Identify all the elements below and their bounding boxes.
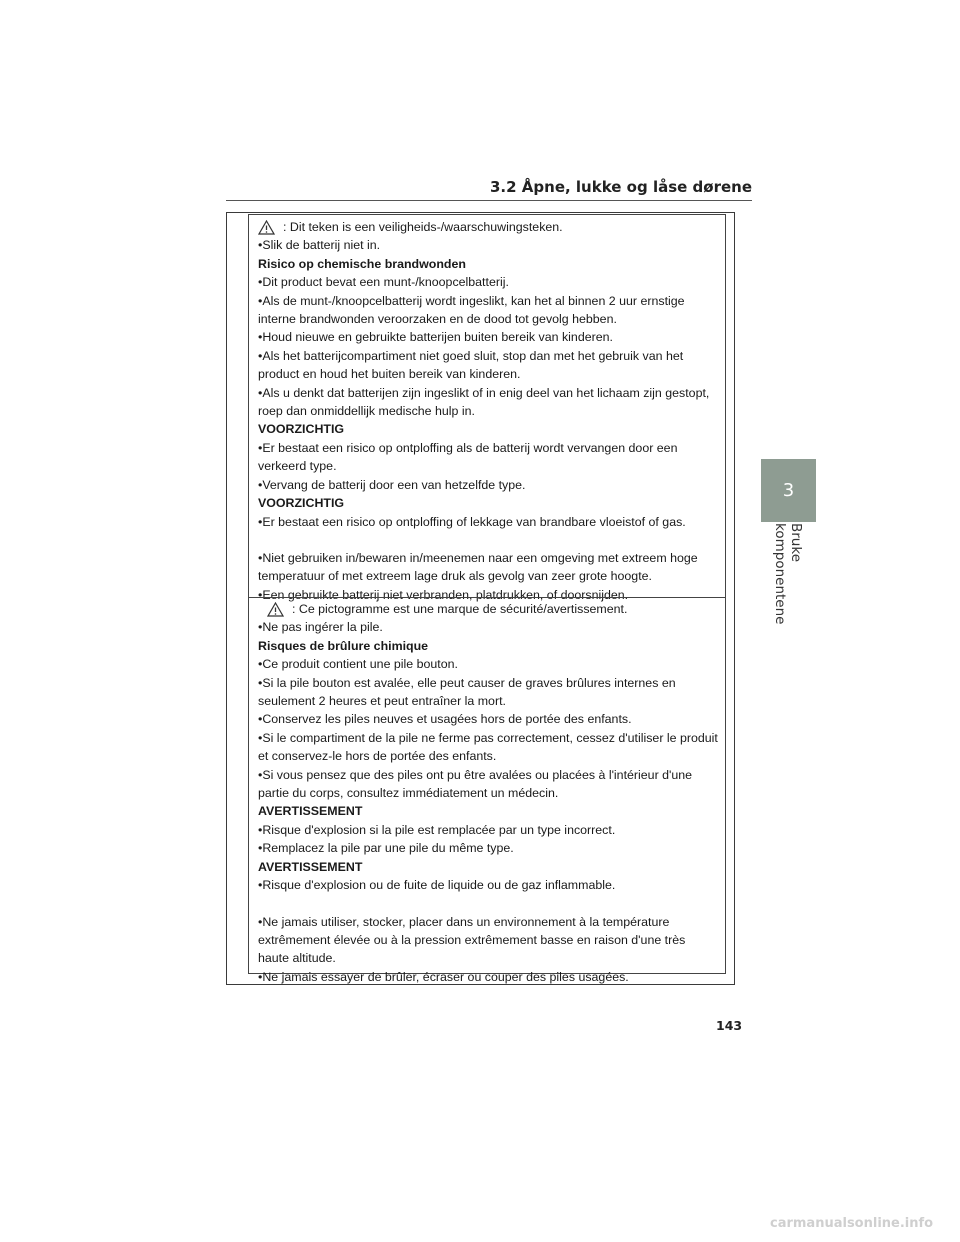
warning-panel-dutch-body: [258, 218, 719, 604]
header-rule: [226, 200, 752, 201]
warning-list-item: •Ne jamais essayer de brûler, écraser ou couper des piles usagées.: [258, 969, 629, 984]
warning-panel-dutch: [248, 214, 726, 602]
section-title: 3.2 Åpne, lukke og låse dørene: [490, 178, 752, 196]
page-number: 143: [716, 1018, 743, 1033]
warning-list-item: •Een gebruikte batterij niet verbranden, platdrukken, of doorsnijden.: [258, 587, 629, 602]
warning-lines-french: [258, 618, 719, 986]
warning-list-item: •Als het batterijcompartiment niet goed sluit, stop dan met het gebruik van het product en houd het buiten bereik van kinderen.: [258, 348, 684, 382]
warning-list-item: •Dit product bevat een munt-/knoopcelbatterij.: [258, 275, 509, 290]
warning-intro-text: : Dit teken is een veiligheids-/waarschuwingsteken.: [283, 220, 563, 234]
warning-triangle-icon: [258, 220, 275, 235]
warning-list-item: •Houd nieuwe en gebruikte batterijen buiten bereik van kinderen.: [258, 330, 613, 345]
warning-list-item: •Conservez les piles neuves et usagées hors de portée des enfants.: [258, 712, 632, 727]
warning-intro-line: [258, 600, 719, 618]
warning-list-item: •Ne pas ingérer la pile.: [258, 620, 383, 635]
watermark-text: carmanualsonline.info: [770, 1216, 934, 1231]
warning-heading: AVERTISSEMENT: [258, 804, 363, 819]
chapter-tab: [761, 459, 816, 522]
warning-lines-dutch: [258, 236, 719, 604]
warning-heading: Risico op chemische brandwonden: [258, 256, 466, 271]
warning-list-item: •Niet gebruiken in/bewaren in/meenemen naar een omgeving met extreem hoge temperatuur of met extreem lage druk als gevolg van zeer grote hoogte.: [258, 550, 698, 584]
warning-list-item: •Ne jamais utiliser, stocker, placer dans un environnement à la température extrêmement élevée ou à la pression extrêmement basse en raison d'une très haute altitude.: [258, 914, 686, 966]
warning-list-item: •Si le compartiment de la pile ne ferme pas correctement, cessez d'utiliser le produit et conservez-le hors de portée des enfants.: [258, 730, 718, 764]
warning-heading: VOORZICHTIG: [258, 422, 345, 437]
warning-panel-french: [248, 597, 726, 984]
warning-heading: AVERTISSEMENT: [258, 859, 363, 874]
warning-intro-text: : Ce pictogramme est une marque de sécurité/avertissement.: [292, 602, 628, 616]
warning-panel-french-body: [258, 600, 719, 986]
warning-list-item: •Vervang de batterij door een van hetzelfde type.: [258, 477, 526, 492]
warning-list-item: •Risque d'explosion ou de fuite de liquide ou de gaz inflammable.: [258, 878, 616, 893]
warning-list-item: •Als u denkt dat batterijen zijn ingeslikt of in enig deel van het lichaam zijn gestopt, roep dan onmiddellijk medische hulp in.: [258, 385, 710, 419]
chapter-number: 3: [782, 480, 795, 501]
warning-list-item: •Remplacez la pile par une pile du même type.: [258, 841, 514, 856]
warning-list-item: •Er bestaat een risico op ontploffing of lekkage van brandbare vloeistof of gas.: [258, 514, 686, 529]
warning-triangle-icon: [267, 602, 284, 617]
warning-heading: Risques de brûlure chimique: [258, 638, 429, 653]
warning-list-item: •Er bestaat een risico op ontploffing als de batterij wordt vervangen door een verkeerd type.: [258, 440, 678, 474]
chapter-label: Bruke komponentene: [772, 523, 804, 625]
warning-list-item: •Si la pile bouton est avalée, elle peut causer de graves brûlures internes en seulement 2 heures et peut entraîner la mort.: [258, 675, 676, 709]
warning-list-item: •Risque d'explosion si la pile est remplacée par un type incorrect.: [258, 822, 616, 837]
warning-list-item: •Slik de batterij niet in.: [258, 238, 381, 253]
warning-intro-line: [258, 218, 719, 236]
warning-heading: VOORZICHTIG: [258, 496, 345, 511]
warning-list-item: •Ce produit contient une pile bouton.: [258, 657, 458, 672]
warning-list-item: •Als de munt-/knoopcelbatterij wordt ingeslikt, kan het al binnen 2 uur ernstige interne brandwonden veroorzaken en de dood tot gevolg hebben.: [258, 293, 685, 327]
warning-list-item: •Si vous pensez que des piles ont pu être avalées ou placées à l'intérieur d'une partie du corps, consultez immédiatement un médecin.: [258, 767, 693, 801]
